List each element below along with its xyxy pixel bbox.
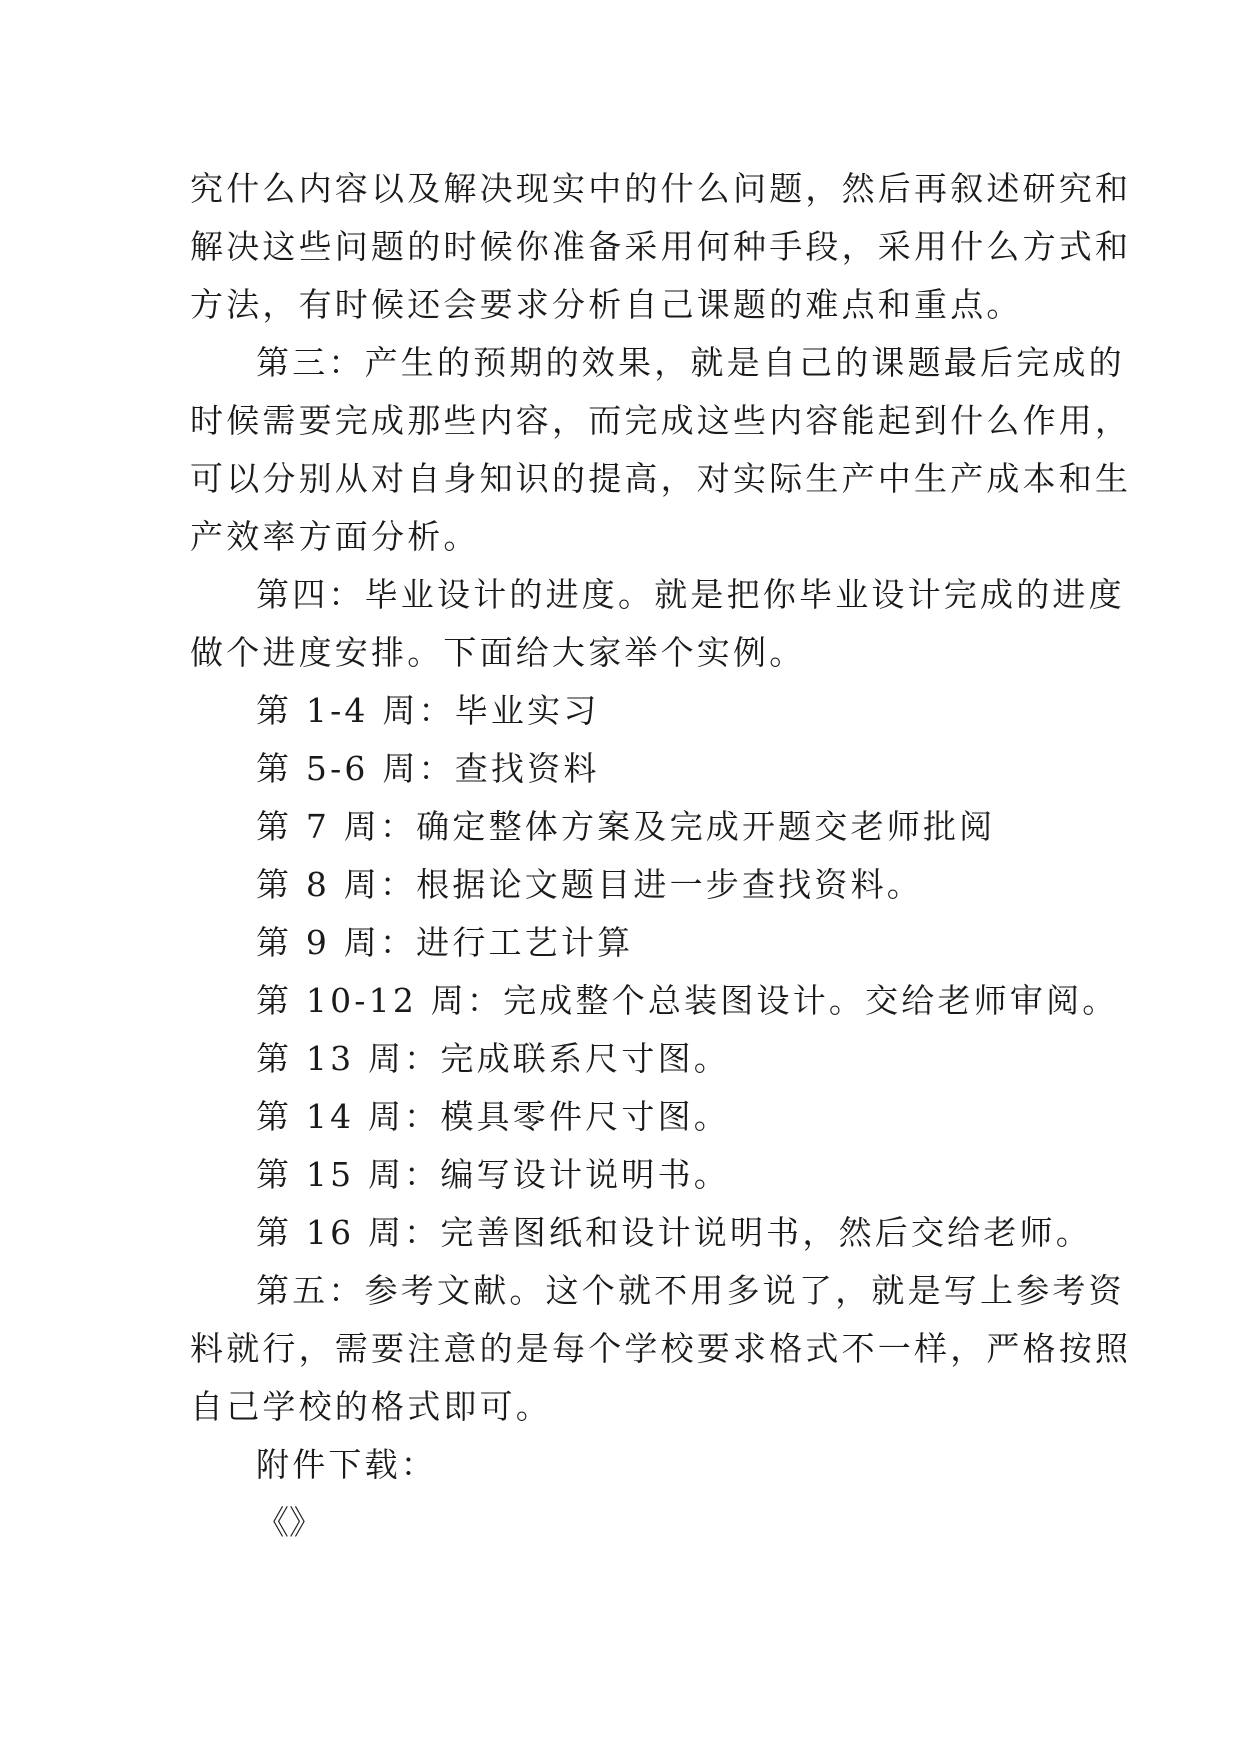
- schedule-item: 第 7 周：确定整体方案及完成开题交老师批阅: [256, 807, 996, 846]
- text-line: 解决这些问题的时候你准备采用何种手段，采用什么方式和: [190, 227, 1132, 266]
- schedule-item: 第 8 周：根据论文题目进一步查找资料。: [256, 865, 923, 904]
- schedule-item: 第 15 周：编写设计说明书。: [256, 1155, 730, 1194]
- text-line: 究什么内容以及解决现实中的什么问题，然后再叙述研究和: [190, 169, 1132, 208]
- schedule-item: 第 14 周：模具零件尺寸图。: [256, 1097, 730, 1136]
- schedule-item: 第 5-6 周：查找资料: [256, 749, 600, 788]
- paragraph-fourth-point: 第四：毕业设计的进度。就是把你毕业设计完成的进度: [256, 575, 1125, 614]
- text-line: 料就行，需要注意的是每个学校要求格式不一样，严格按照: [190, 1329, 1132, 1368]
- text-line: 可以分别从对自身知识的提高，对实际生产中生产成本和生: [190, 459, 1132, 498]
- attachment-link[interactable]: 《》: [256, 1503, 322, 1542]
- paragraph-fifth-point: 第五：参考文献。这个就不用多说了，就是写上参考资: [256, 1271, 1125, 1310]
- paragraph-third-point: 第三：产生的预期的效果，就是自己的课题最后完成的: [256, 343, 1125, 382]
- schedule-item: 第 9 周：进行工艺计算: [256, 923, 634, 962]
- text-line: 时候需要完成那些内容，而完成这些内容能起到什么作用，: [190, 401, 1132, 440]
- attachment-download-label: 附件下载：: [256, 1445, 437, 1484]
- schedule-item: 第 16 周：完善图纸和设计说明书，然后交给老师。: [256, 1213, 1092, 1252]
- document-body: [190, 160, 1132, 1552]
- text-line: 方法，有时候还会要求分析自己课题的难点和重点。: [190, 285, 1023, 324]
- text-line: 自己学校的格式即可。: [190, 1387, 552, 1426]
- text-line: 做个进度安排。下面给大家举个实例。: [190, 633, 806, 672]
- text-line: 产效率方面分析。: [190, 517, 480, 556]
- schedule-item: 第 1-4 周：毕业实习: [256, 691, 600, 730]
- schedule-item: 第 10-12 周：完成整个总装图设计。交给老师审阅。: [256, 981, 1119, 1020]
- schedule-item: 第 13 周：完成联系尺寸图。: [256, 1039, 730, 1078]
